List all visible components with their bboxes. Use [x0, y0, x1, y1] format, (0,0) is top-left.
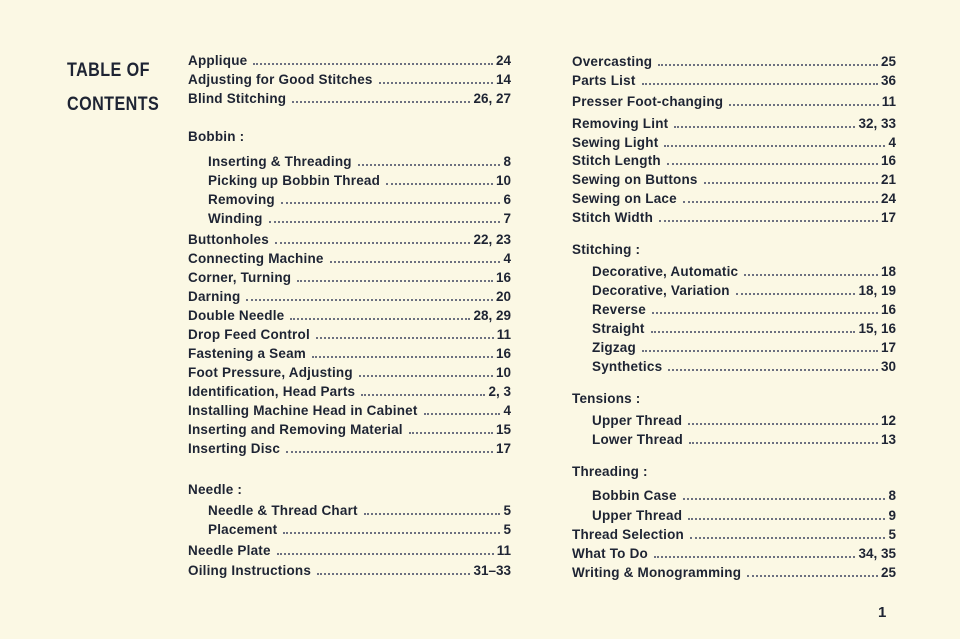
toc-entry-page: 16 [880, 302, 896, 317]
toc-entry-label: Corner, Turning [188, 270, 292, 285]
toc-entry-label: Inserting & Threading [208, 154, 352, 169]
dot-leader [683, 498, 886, 500]
dot-leader [642, 350, 878, 352]
toc-entry-label: Stitching : [572, 242, 641, 257]
toc-entry-label: Bobbin : [188, 129, 245, 144]
toc-entry-page: 15, 16 [858, 321, 896, 336]
toc-section-heading [572, 390, 896, 408]
toc-entry-page: 32, 33 [858, 116, 896, 131]
toc-entry-label: Sewing Light [572, 135, 659, 150]
toc-entry-page: 8 [888, 488, 896, 503]
dot-leader [297, 280, 493, 282]
toc-entry-page: 16 [495, 346, 511, 361]
toc-entry [592, 301, 896, 319]
toc-title-line2: CONTENTS [67, 94, 160, 115]
toc-entry [188, 326, 511, 344]
toc-entry-page: 28, 29 [473, 308, 511, 323]
toc-entry [188, 288, 511, 306]
toc-title-line1: TABLE OF [67, 60, 150, 81]
toc-section-heading [188, 128, 511, 146]
toc-entry-page: 36 [880, 73, 896, 88]
toc-entry-label: Writing & Monogramming [572, 565, 742, 580]
dot-leader [689, 442, 878, 444]
toc-entry-page: 16 [495, 270, 511, 285]
toc-entry-label: Double Needle [188, 308, 285, 323]
toc-entry-page: 17 [880, 210, 896, 225]
toc-entry-label: Stitch Width [572, 210, 654, 225]
toc-entry-label: Tensions : [572, 391, 641, 406]
toc-entry-label: Foot Pressure, Adjusting [188, 365, 353, 380]
toc-entry-label: Adjusting for Good Stitches [188, 72, 373, 87]
toc-entry [572, 526, 896, 544]
toc-entry [188, 90, 511, 108]
toc-entry-page: 18 [880, 264, 896, 279]
toc-entry [572, 545, 896, 563]
dot-leader [651, 331, 856, 333]
toc-entry-label: Winding [208, 211, 263, 226]
toc-entry [188, 250, 511, 268]
toc-entry-page: 7 [503, 211, 511, 226]
toc-entry [592, 282, 896, 300]
dot-leader [283, 532, 500, 534]
dot-leader [668, 369, 878, 371]
toc-entry-page: 13 [880, 432, 896, 447]
dot-leader [654, 556, 855, 558]
toc-section-heading [188, 481, 511, 499]
toc-entry-label: Identification, Head Parts [188, 384, 356, 399]
dot-leader [286, 451, 493, 453]
toc-entry-page: 8 [503, 154, 511, 169]
toc-entry-page: 20 [495, 289, 511, 304]
toc-entry-page: 17 [495, 441, 511, 456]
toc-entry-page: 17 [880, 340, 896, 355]
toc-entry-page: 6 [503, 192, 511, 207]
toc-entry [592, 339, 896, 357]
toc-entry-page: 22, 23 [473, 232, 511, 247]
dot-leader [317, 573, 470, 575]
toc-entry [208, 191, 511, 209]
toc-entry-label: Sewing on Buttons [572, 172, 698, 187]
toc-entry-page: 4 [888, 135, 896, 150]
toc-entry [572, 115, 896, 133]
toc-entry-label: Presser Foot-changing [572, 94, 724, 109]
toc-entry [572, 72, 896, 90]
toc-entry-page: 5 [503, 503, 511, 518]
dot-leader [379, 82, 493, 84]
toc-entry-label: Zigzag [592, 340, 636, 355]
toc-entry [188, 269, 511, 287]
toc-entry-label: Decorative, Variation [592, 283, 730, 298]
toc-entry [592, 487, 896, 505]
toc-entry-label: Removing Lint [572, 116, 669, 131]
toc-entry-page: 12 [880, 413, 896, 428]
dot-leader [688, 518, 885, 520]
dot-leader [281, 202, 501, 204]
toc-entry-page: 4 [503, 251, 511, 266]
toc-section-heading [572, 463, 896, 481]
dot-leader [658, 64, 878, 66]
dot-leader [642, 83, 878, 85]
toc-entry-page: 24 [880, 191, 896, 206]
toc-entry-label: Drop Feed Control [188, 327, 310, 342]
toc-entry-label: Threading : [572, 464, 648, 479]
toc-entry [572, 564, 896, 582]
toc-entry-label: Picking up Bobbin Thread [208, 173, 381, 188]
toc-entry-label: What To Do [572, 546, 648, 561]
toc-entry-label: Parts List [572, 73, 636, 88]
toc-entry [592, 263, 896, 281]
toc-entry-label: Oiling Instructions [188, 563, 312, 578]
toc-entry-page: 11 [496, 543, 511, 558]
dot-leader [424, 413, 501, 415]
dot-leader [364, 513, 501, 515]
dot-leader [683, 201, 878, 203]
toc-entry [592, 507, 896, 525]
toc-entry-label: Blind Stitching [188, 91, 287, 106]
toc-entry [572, 171, 896, 189]
dot-leader [275, 242, 471, 244]
toc-entry [208, 521, 511, 539]
toc-entry-label: Decorative, Automatic [592, 264, 739, 279]
dot-leader [358, 164, 501, 166]
dot-leader [246, 299, 493, 301]
toc-entry-page: 24 [495, 53, 511, 68]
toc-entry-label: Overcasting [572, 54, 653, 69]
toc-entry-page: 18, 19 [858, 283, 896, 298]
toc-entry [572, 93, 896, 111]
toc-entry-label: Fastening a Seam [188, 346, 306, 361]
toc-entry [572, 53, 896, 71]
toc-entry [188, 562, 511, 580]
dot-leader [744, 274, 878, 276]
toc-entry-page: 11 [496, 327, 511, 342]
toc-entry [188, 52, 511, 70]
dot-leader [736, 293, 856, 295]
toc-entry-label: Connecting Machine [188, 251, 324, 266]
toc-entry-label: Inserting and Removing Material [188, 422, 403, 437]
toc-entry-page: 34, 35 [858, 546, 896, 561]
toc-entry-page: 30 [880, 359, 896, 374]
toc-entry [188, 383, 511, 401]
toc-entry-page: 31–33 [473, 563, 511, 578]
dot-leader [361, 394, 485, 396]
toc-entry-label: Inserting Disc [188, 441, 281, 456]
dot-leader [690, 537, 886, 539]
toc-entry [572, 152, 896, 170]
toc-entry-label: Buttonholes [188, 232, 269, 247]
dot-leader [704, 182, 878, 184]
toc-entry [188, 364, 511, 382]
toc-entry [188, 307, 511, 325]
toc-entry [572, 134, 896, 152]
toc-entry [188, 345, 511, 363]
toc-entry-label: Installing Machine Head in Cabinet [188, 403, 418, 418]
toc-entry [188, 231, 511, 249]
toc-entry-label: Upper Thread [592, 413, 683, 428]
toc-entry-label: Synthetics [592, 359, 663, 374]
toc-entry-page: 10 [495, 365, 511, 380]
toc-entry-label: Needle Plate [188, 543, 271, 558]
toc-entry-label: Stitch Length [572, 153, 661, 168]
toc-entry [188, 542, 511, 560]
toc-entry-page: 5 [888, 527, 896, 542]
dot-leader [330, 261, 501, 263]
toc-section-heading [572, 241, 896, 259]
toc-entry [592, 320, 896, 338]
dot-leader [729, 104, 878, 106]
dot-leader [316, 337, 494, 339]
dot-leader [292, 101, 470, 103]
toc-entry-page: 4 [503, 403, 511, 418]
dot-leader [277, 553, 494, 555]
dot-leader [747, 575, 878, 577]
toc-entry [208, 210, 511, 228]
dot-leader [409, 432, 493, 434]
toc-entry [188, 440, 511, 458]
toc-entry-page: 14 [495, 72, 511, 87]
dot-leader [652, 312, 878, 314]
toc-entry-page: 16 [880, 153, 896, 168]
dot-leader [664, 145, 885, 147]
toc-entry [188, 402, 511, 420]
toc-entry-label: Applique [188, 53, 248, 68]
page-number: 1 [878, 604, 887, 621]
toc-entry-page: 9 [888, 508, 896, 523]
toc-entry-label: Needle & Thread Chart [208, 503, 358, 518]
toc-entry-label: Thread Selection [572, 527, 684, 542]
toc-entry-label: Removing [208, 192, 275, 207]
toc-entry [188, 71, 511, 89]
toc-entry-page: 10 [495, 173, 511, 188]
toc-entry [572, 209, 896, 227]
toc-entry-page: 21 [880, 172, 896, 187]
toc-entry-label: Straight [592, 321, 645, 336]
toc-entry [208, 502, 511, 520]
toc-entry-page: 11 [881, 94, 896, 109]
toc-entry-page: 25 [880, 54, 896, 69]
toc-entry-page: 5 [503, 522, 511, 537]
toc-entry-label: Reverse [592, 302, 646, 317]
toc-entry-page: 2, 3 [488, 384, 511, 399]
dot-leader [667, 163, 878, 165]
toc-entry [208, 153, 511, 171]
dot-leader [674, 126, 855, 128]
dot-leader [386, 183, 493, 185]
toc-entry-label: Lower Thread [592, 432, 683, 447]
toc-entry [592, 412, 896, 430]
toc-entry-label: Needle : [188, 482, 243, 497]
toc-entry-page: 25 [880, 565, 896, 580]
dot-leader [659, 220, 878, 222]
toc-entry [208, 172, 511, 190]
dot-leader [688, 423, 878, 425]
dot-leader [269, 221, 501, 223]
toc-entry-page: 15 [495, 422, 511, 437]
toc-entry-label: Bobbin Case [592, 488, 677, 503]
toc-entry [572, 190, 896, 208]
toc-entry [592, 431, 896, 449]
dot-leader [253, 63, 493, 65]
toc-entry-label: Upper Thread [592, 508, 683, 523]
toc-entry-label: Placement [208, 522, 278, 537]
toc-entry [188, 421, 511, 439]
toc-entry-page: 26, 27 [473, 91, 511, 106]
toc-entry [592, 358, 896, 376]
dot-leader [359, 375, 493, 377]
toc-entry-label: Darning [188, 289, 241, 304]
dot-leader [290, 318, 470, 320]
toc-entry-label: Sewing on Lace [572, 191, 677, 206]
dot-leader [312, 356, 493, 358]
